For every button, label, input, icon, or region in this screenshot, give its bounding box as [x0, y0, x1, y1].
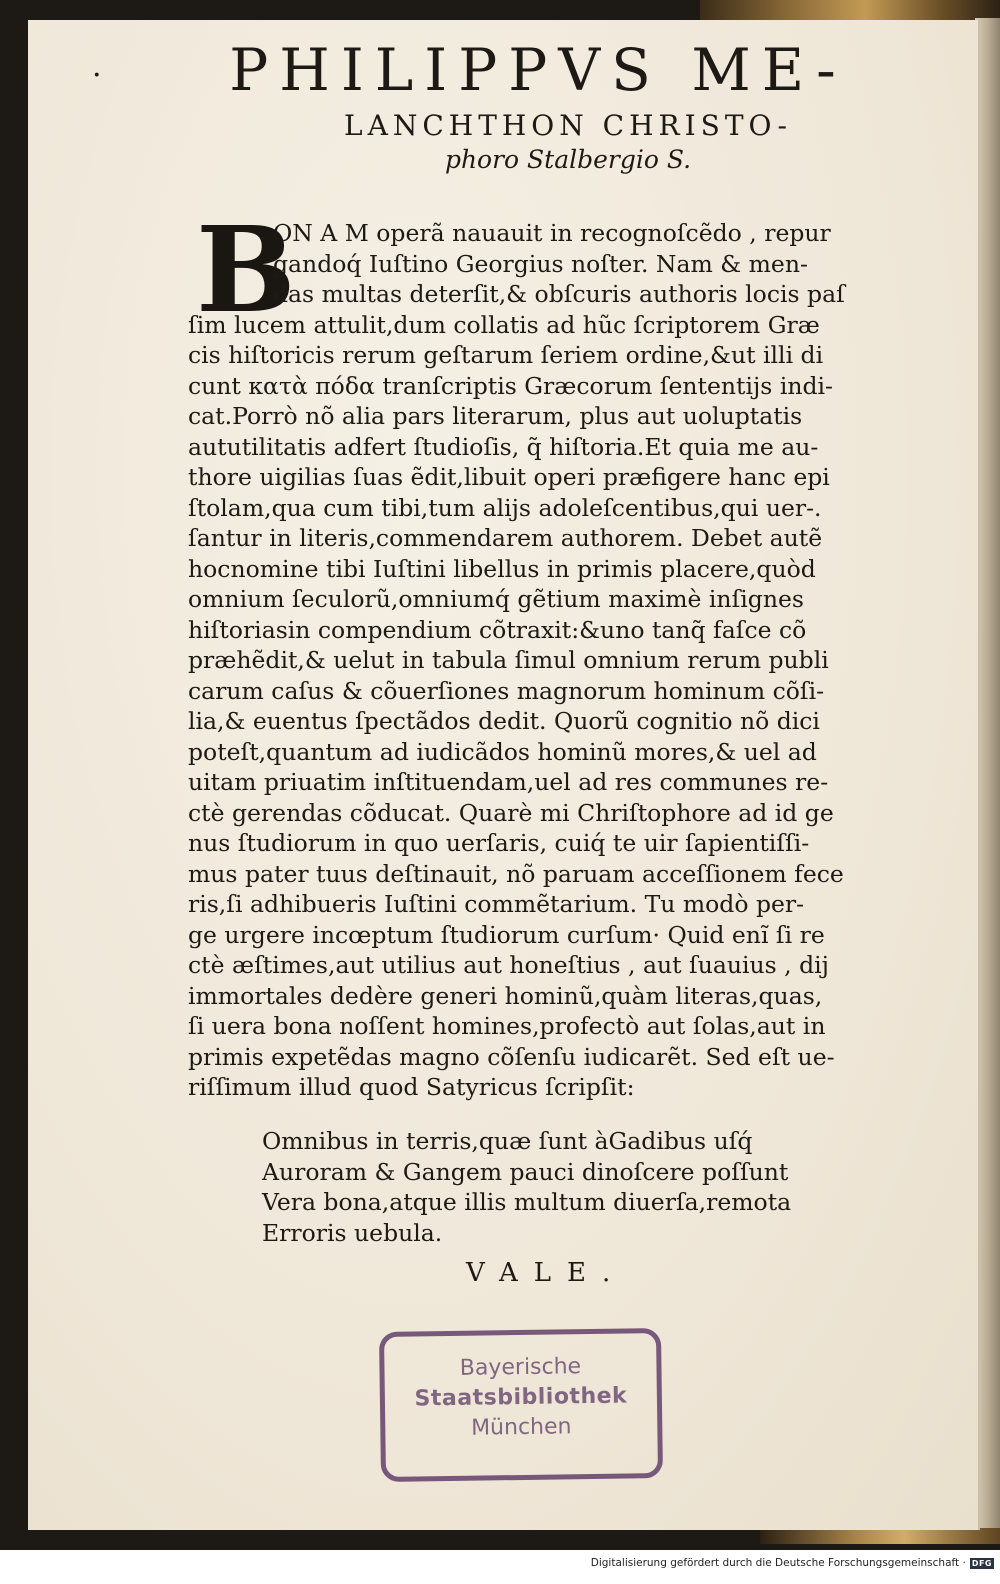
body-line: ſi uera bona noſſent homines,profectò aut ſolas,aut in [188, 1012, 826, 1040]
body-line: gandoq́ Iuſtino Georgius noſter. Nam & men- [273, 249, 808, 278]
verse-line: Erroris uebula. [262, 1218, 443, 1247]
body-line: cunt κατὰ πόδα tranſcriptis Græcorum ſententijs indi- [188, 371, 833, 400]
title-line-2: LANCHTHON CHRISTO- [344, 109, 792, 142]
body-line: ge urgere incœptum ſtudiorum curſum· Quid enĩ ſi re [188, 920, 825, 949]
body-line: carum caſus & cõuerſiones magnorum hominum cõſi- [188, 676, 825, 705]
verse-line: Vera bona,atque illis multum diuerſa,remota [262, 1188, 792, 1216]
body-line: cat.Porrò nõ alia pars literarum, plus aut uoluptatis [188, 402, 803, 430]
body-line: cis hiſtoricis rerum geſtarum ſeriem ordine,&ut illi di [188, 341, 824, 369]
body-line: præhẽdit,& uelut in tabula ſimul omnium rerum publi [188, 646, 829, 674]
verse-quotation [262, 1126, 902, 1248]
drop-cap: B [196, 200, 296, 339]
body-line: ſantur in literis,commendarem authorem. Debet autẽ [188, 524, 823, 552]
footer-text: Digitalisierung gefördert durch die Deutsche Forschungsgemeinschaft · [590, 1557, 966, 1569]
gilt-edge-top [700, 0, 1000, 22]
stamp-line-2: Staatsbibliothek [414, 1383, 628, 1412]
body-line: ctè æſtimes,aut utilius aut honeſtius , aut ſuauius , dij [188, 951, 829, 979]
title-line-1: PHILIPPVS ME- [229, 36, 847, 104]
body-line: aututilitatis adfert ſtudioſis, q̃ hiſtoria.Et quia me au- [188, 432, 819, 461]
verse-line: Auroram & Gangem pauci dinoſcere poſſunt [262, 1157, 789, 1186]
body-line: mus pater tuus deſtinauit, nõ paruam acceſſionem fece [188, 859, 844, 888]
body-line: riſſimum illud quod Satyricus ſcripſit: [188, 1073, 635, 1101]
body-line: nus ſtudiorum in quo uerſaris, cuiq́ te uir ſapientiſſi- [188, 829, 810, 857]
body-line: lia,& euentus ſpectãdos dedit. Quorũ cognitio nõ dici [188, 707, 820, 735]
body-line: ſtolam,qua cum tibi,tum alijs adoleſcentibus,qui uer-. [188, 493, 822, 522]
body-line: ris,ſi adhibueris Iuſtini commẽtarium. Tu modò per- [188, 890, 805, 918]
body-line: hiſtoriasin compendium cõtraxit:&uno tanq̃ faſce cõ [188, 615, 807, 644]
body-line: hocnomine tibi Iuſtini libellus in primis placere,quòd [188, 554, 816, 583]
verse-line: Omnibus in terris,quæ ſunt àGadibus uſq́ [262, 1127, 753, 1155]
body-line: poteſt,quantum ad iudicãdos hominũ mores,& uel ad [188, 737, 817, 766]
body-line: ſim lucem attulit,dum collatis ad hũc ſcriptorem Græ [188, 310, 820, 339]
digitization-footer [591, 1557, 994, 1569]
body-line: omnium ſeculorũ,omniumq́ gẽtium maximè inſignes [188, 585, 804, 613]
body-line: das multas deterſit,& obſcuris authoris locis paſ [273, 280, 845, 308]
dfg-logo: DFG [971, 1558, 992, 1568]
stamp-line-1: Bayerische [459, 1354, 582, 1381]
library-stamp [379, 1328, 663, 1482]
body-line: ON A M operã nauauit in recognoſcẽdo , repur [273, 219, 831, 247]
body-line: ctè gerendas cõducat. Quarè mi Chriſtophore ad id ge [188, 798, 834, 827]
body-line: primis expetẽdas magno cõſenſu iudicarẽt. Sed eſt ue- [188, 1042, 835, 1071]
body-line: immortales dedère generi hominũ,quàm literas,quas, [188, 981, 823, 1010]
title-line-3: phoro Stalbergio S. [444, 145, 692, 174]
stamp-line-3: München [470, 1414, 572, 1441]
title-block [158, 38, 898, 176]
body-line: thore uigilias ſuas ẽdit,libuit operi præfigere hanc epi [188, 463, 830, 491]
body-line: uitam priuatim inſtituendam,uel ad res communes re- [188, 768, 829, 796]
closing-vale: VALE. [466, 1258, 627, 1288]
margin-dot: · [92, 58, 102, 93]
letter-body [188, 200, 898, 1103]
